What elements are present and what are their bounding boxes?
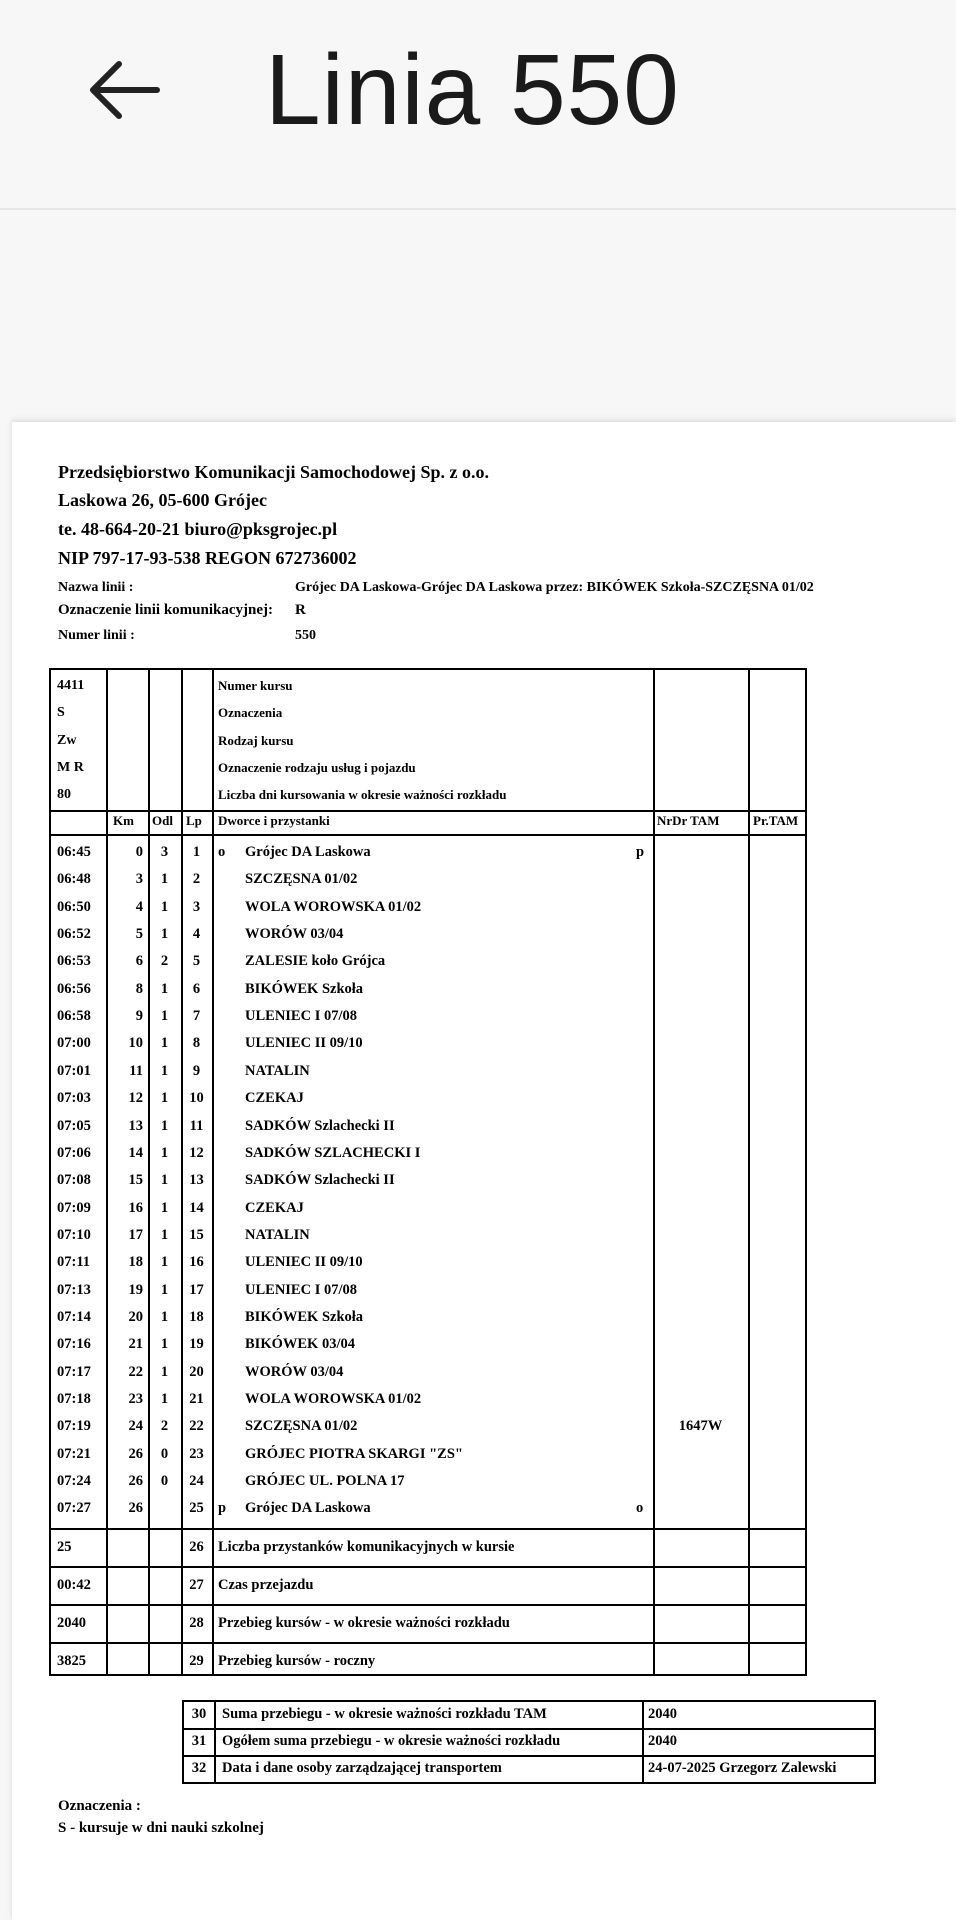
stop-odl: 1 [160,1254,169,1271]
stop-km: 23 [128,1391,143,1407]
stop-name: CZEKAJ [245,1090,304,1107]
col-header-stops: Dworce i przystanki [218,813,330,828]
stop-name: Grójec DA Laskowa [245,1500,371,1517]
stop-km: 13 [128,1117,143,1134]
stop-lp: 2 [192,871,201,888]
course-info-label: Oznaczenie rodzaju usług i pojazdu [218,759,416,775]
stop-name: GRÓJEC UL. POLNA 17 [245,1473,405,1490]
summary-lp: 28 [189,1615,204,1631]
stop-lp: 7 [192,1008,201,1025]
stop-km: 17 [128,1226,143,1243]
stop-time: 07:16 [57,1336,91,1353]
stop-lp: 22 [189,1418,204,1435]
course-info-value: 4411 [57,678,85,693]
stop-time: 07:24 [57,1473,91,1490]
stop-odl: 1 [160,1090,169,1107]
stop-km: 9 [135,1008,143,1025]
stop-odl: 0 [160,1473,169,1490]
totals-lp: 30 [191,1706,207,1722]
course-info-label: Oznaczenia [218,705,283,721]
stop-odl: 3 [160,844,169,860]
stop-time: 07:01 [57,1062,91,1079]
stop-lp: 25 [189,1500,204,1517]
stop-km: 26 [128,1445,143,1462]
summary-label: Liczba przystanków komunikacyjnych w kursie [218,1539,515,1555]
stop-name: SZCZĘSNA 01/02 [245,1418,358,1435]
stop-lp: 17 [189,1281,204,1298]
stop-km: 20 [128,1308,143,1325]
stop-odl: 2 [160,953,169,970]
stop-name: ULENIEC I 07/08 [245,1281,357,1298]
stop-time: 07:05 [57,1117,91,1134]
line-mark-label: Oznaczenie linii komunikacyjnej: [58,602,273,618]
stop-name: GRÓJEC PIOTRA SKARGI "ZS" [245,1445,463,1462]
summary-value: 25 [57,1539,72,1555]
stop-time: 06:58 [57,1008,91,1025]
line-mark: R [295,602,306,618]
stop-km: 14 [128,1144,143,1161]
stop-odl: 1 [160,1008,169,1025]
stop-marker-pre: o [218,844,226,860]
stop-odl: 1 [160,1226,169,1243]
company-address: Laskowa 26, 05-600 Grójec [58,490,267,510]
line-number: 550 [295,628,316,643]
summary-label: Przebieg kursów - w okresie ważności rozkładu [218,1615,510,1631]
summary-value: 00:42 [57,1577,91,1593]
stop-name: NATALIN [245,1062,310,1079]
stop-odl: 1 [160,1281,169,1298]
stop-marker-pre: p [218,1500,227,1517]
totals-lp: 31 [191,1733,207,1749]
stop-odl: 1 [160,926,169,943]
stop-lp: 19 [189,1336,204,1353]
stop-time: 07:13 [57,1281,91,1298]
stop-name: SADKÓW Szlachecki II [245,1117,395,1134]
stop-lp: 5 [192,953,201,970]
course-info-label: Numer kursu [218,678,293,693]
notes-title: Oznaczenia : [58,1798,141,1814]
stop-km: 22 [128,1363,143,1380]
app-bar [0,0,956,210]
stop-name: ZALESIE koło Grójca [245,953,386,970]
company-ids: NIP 797-17-93-538 REGON 672736002 [58,548,357,568]
stop-odl: 0 [160,1445,169,1462]
stop-name: ULENIEC II 09/10 [245,1035,363,1052]
stop-km: 6 [135,953,143,970]
stop-km: 16 [128,1199,143,1216]
stop-odl: 1 [160,1144,169,1161]
stop-odl: 1 [160,980,169,997]
stop-time: 07:06 [57,1144,91,1161]
course-info-label: Rodzaj kursu [218,732,294,748]
stop-name: ULENIEC I 07/08 [245,1008,357,1025]
stop-time: 07:00 [57,1035,91,1052]
col-header-pr: Pr.TAM [753,813,799,828]
stop-name: Grójec DA Laskowa [245,844,371,860]
stop-odl: 1 [160,1336,169,1353]
totals-value: 2040 [648,1733,677,1749]
stop-odl: 2 [160,1418,169,1435]
stop-name: NATALIN [245,1226,310,1243]
summary-label: Czas przejazdu [218,1577,314,1593]
stop-name: CZEKAJ [245,1199,304,1216]
stop-odl: 1 [160,1308,169,1325]
stop-km: 12 [128,1090,143,1107]
stop-odl: 1 [160,1117,169,1134]
timetable-document [12,422,956,1920]
totals-label: Ogółem suma przebiegu - w okresie ważności rozkładu [222,1733,561,1749]
stop-km: 11 [129,1062,143,1079]
stop-km: 26 [128,1500,143,1517]
stop-lp: 12 [189,1144,204,1161]
summary-lp: 27 [189,1577,204,1593]
stop-lp: 16 [189,1254,204,1271]
stop-time: 07:21 [57,1445,91,1462]
stop-km: 19 [128,1281,143,1298]
stop-time: 07:19 [57,1418,91,1435]
stop-km: 10 [128,1035,143,1052]
summary-lp: 29 [189,1653,204,1669]
stop-lp: 23 [189,1445,204,1462]
stop-time: 07:11 [57,1254,91,1271]
stop-lp: 8 [192,1035,201,1052]
company-name: Przedsiębiorstwo Komunikacji Samochodowej Sp. z o.o. [58,462,489,482]
timetable-grid [49,668,807,1676]
stop-time: 07:03 [57,1090,91,1107]
stop-lp: 18 [189,1308,204,1325]
stop-lp: 3 [192,898,201,915]
stop-time: 06:53 [57,953,91,970]
arrow-left-icon [85,58,161,122]
totals-label: Data i dane osoby zarządzającej transportem [222,1760,502,1776]
course-info-label: Liczba dni kursowania w okresie ważności rozkładu [218,787,507,803]
stop-km: 21 [128,1336,143,1353]
stop-km: 26 [128,1473,143,1490]
line-name-label: Nazwa linii : [58,580,134,595]
totals-lp: 32 [191,1760,207,1776]
stop-km: 5 [135,926,143,943]
stop-marker-post: o [636,1500,644,1517]
stop-lp: 13 [189,1172,204,1189]
stop-odl: 1 [160,1035,169,1052]
stop-marker-post: p [636,844,645,860]
back-button[interactable] [78,40,168,140]
stop-odl: 1 [160,1199,169,1216]
stop-time: 07:14 [57,1308,91,1325]
stop-time: 07:27 [57,1500,91,1517]
totals-value: 24-07-2025 Grzegorz Zalewski [648,1760,837,1776]
stop-time: 06:56 [57,980,91,997]
page-title: Linia 550 [265,34,680,146]
stop-lp: 9 [192,1062,201,1079]
col-header-km: Km [113,813,134,828]
course-info-value: S [57,705,65,721]
summary-label: Przebieg kursów - roczny [218,1653,376,1669]
stop-km: 8 [135,980,143,997]
stop-name: SZCZĘSNA 01/02 [245,871,358,888]
stop-odl: 1 [160,898,169,915]
stop-odl: 1 [160,1391,169,1407]
stop-lp: 15 [189,1226,204,1243]
stop-time: 07:09 [57,1199,91,1216]
line-name: Grójec DA Laskowa-Grójec DA Laskowa przez: BIKÓWEK Szkoła-SZCZĘSNA 01/02 [295,580,814,595]
totals-label: Suma przebiegu - w okresie ważności rozkładu TAM [222,1706,547,1722]
stop-lp: 11 [189,1117,204,1134]
totals-table [182,1700,876,1784]
summary-value: 2040 [57,1615,86,1631]
stop-km: 18 [128,1254,143,1271]
stop-time: 07:18 [57,1391,91,1407]
stop-lp: 4 [192,926,201,943]
stop-name: WORÓW 03/04 [245,926,344,943]
stop-name: SADKÓW Szlachecki II [245,1172,395,1189]
course-info-value: Zw [57,732,77,748]
totals-value: 2040 [648,1706,677,1722]
stop-time: 07:17 [57,1363,91,1380]
stop-name: ULENIEC II 09/10 [245,1254,363,1271]
stop-name: WOLA WOROWSKA 01/02 [245,898,422,915]
stop-time: 06:52 [57,926,91,943]
course-info-value: M R [57,759,84,775]
stop-km: 24 [128,1418,143,1435]
stop-time: 06:50 [57,898,91,915]
stop-name: BIKÓWEK 03/04 [245,1336,355,1353]
stop-km: 4 [135,898,143,915]
company-contact: te. 48-664-20-21 biuro@pksgrojec.pl [58,519,338,539]
stop-name: WORÓW 03/04 [245,1363,344,1380]
stop-name: WOLA WOROWSKA 01/02 [245,1391,422,1407]
course-info-value: 80 [57,787,71,803]
stop-km: 0 [135,844,143,860]
stop-name: BIKÓWEK Szkoła [245,1308,364,1325]
stop-lp: 20 [189,1363,204,1380]
stop-time: 07:08 [57,1172,91,1189]
stop-odl: 1 [160,1172,169,1189]
summary-value: 3825 [57,1653,86,1669]
stop-km: 3 [135,871,143,888]
stop-time: 06:45 [57,844,91,860]
stop-odl: 1 [160,871,169,888]
stop-odl: 1 [160,1363,169,1380]
summary-lp: 26 [189,1539,204,1555]
stop-name: SADKÓW SZLACHECKI I [245,1144,421,1161]
stop-lp: 10 [189,1090,204,1107]
col-header-odl: Odl [152,813,173,828]
line-number-label: Numer linii : [58,628,135,643]
stop-lp: 24 [189,1473,204,1490]
stop-name: BIKÓWEK Szkoła [245,980,364,997]
stop-km: 15 [128,1172,143,1189]
stop-lp: 1 [192,844,201,860]
stop-time: 07:10 [57,1226,91,1243]
stop-nrdr: 1647W [678,1418,723,1435]
stop-time: 06:48 [57,871,91,888]
stop-lp: 14 [189,1199,204,1216]
stop-odl: 1 [160,1062,169,1079]
stop-lp: 21 [189,1391,204,1407]
col-header-nrdr: NrDr TAM [657,813,720,828]
stop-lp: 6 [192,980,201,997]
col-header-lp: Lp [186,813,202,828]
notes-line: S - kursuje w dni nauki szkolnej [58,1820,264,1836]
